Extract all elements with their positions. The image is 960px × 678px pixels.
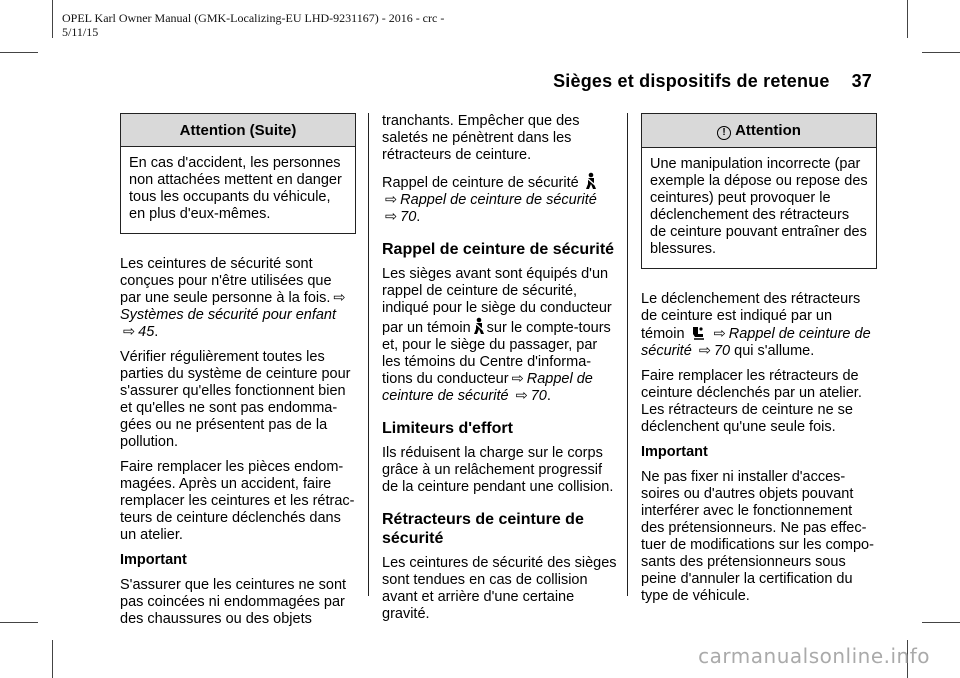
seatbelt-person-icon xyxy=(473,317,485,335)
seat-pretensioner-icon xyxy=(691,325,705,341)
arrow-icon: ⇨ xyxy=(385,192,398,208)
crop-mark xyxy=(0,622,38,623)
important-label: Important xyxy=(120,552,187,568)
page-reference-link[interactable]: 70 xyxy=(530,388,547,404)
paragraph-text: Les ceintures de sécurité sont conçues pour n'être utilisées que par une seule personne à la fois. xyxy=(120,256,332,306)
crop-mark xyxy=(52,0,53,38)
paragraph: Faire remplacer les rétracteurs de ceinture déclenchés par un atelier. Les rétracteurs de ceinture ne se déclenchent qu'une seule fois. xyxy=(641,368,862,435)
arrow-icon: ⇨ xyxy=(123,324,136,340)
paragraph-text: Les sièges avant sont équipés d'un rappel de ceinture de sécurité, indiqué pour le siège du conducteur par un témoin xyxy=(382,266,612,336)
crop-mark xyxy=(922,52,960,53)
cross-reference-link[interactable]: Rappel de ceinture de sécurité xyxy=(400,192,597,208)
print-metadata-line: OPEL Karl Owner Manual (GMK-Localizing-EU LHD-9231167) - 2016 - crc - xyxy=(62,11,445,25)
warning-circle-icon: ! xyxy=(717,126,731,140)
attention-box-body: En cas d'accident, les personnes non attachées mettent en danger tous les occupants du véhicule, en plus d'eux-mêmes. xyxy=(129,155,342,222)
paragraph: Les ceintures de sécurité des sièges sont tendues en cas de collision avant et arrière d'une certaine gravité. xyxy=(382,555,617,622)
print-metadata-date: 5/11/15 xyxy=(62,25,99,39)
cross-reference-link[interactable]: Rappel de ceinture de sécurité xyxy=(641,326,871,359)
running-header xyxy=(553,71,872,92)
attention-box-title: Attention xyxy=(735,122,801,139)
paragraph: Vérifier régulièrement toutes les parties du système de ceinture pour s'assurer qu'elles fonctionnent bien et qu'elles ne sont pas endomma-gées ou ne présentent pas de la pollution. xyxy=(120,349,351,450)
important-text: Ne pas fixer ni installer d'acces-soires ou d'autres objets pouvant interférer avec le fonctionnement des prétensionneurs. Ne pas effec-tuer de modifications sur les compo-sants des prétensionneurs sous peine d'annuler la certification du type de véhicule. xyxy=(641,469,874,604)
crop-mark xyxy=(52,640,53,678)
paragraph-text: Rappel de ceinture de sécurité xyxy=(382,175,579,191)
cross-reference-link[interactable]: Systèmes de sécurité pour enfant xyxy=(120,307,337,323)
crop-mark xyxy=(907,0,908,38)
column-divider xyxy=(368,113,369,596)
paragraph xyxy=(641,291,877,360)
page-reference-link[interactable]: 45 xyxy=(138,324,155,340)
column-1 xyxy=(120,113,356,636)
column-divider xyxy=(627,113,628,596)
paragraph: Ils réduisent la charge sur le corps grâce à un relâchement progressif de la ceinture pendant une collision. xyxy=(382,445,614,495)
arrow-icon: ⇨ xyxy=(511,371,524,387)
arrow-icon: ⇨ xyxy=(713,326,726,342)
watermark-text: carmanualsonline.info xyxy=(698,644,930,668)
page-number: 37 xyxy=(851,71,872,91)
crop-mark xyxy=(0,52,38,53)
attention-box-title: Attention (Suite) xyxy=(121,114,355,147)
attention-box-body: Une manipulation incorrecte (par exemple la dépose ou repose des ceintures) peut provoquer le déclenchement des rétracteurs de ceinture pouvant entraîner des blessures. xyxy=(650,156,868,257)
arrow-icon: ⇨ xyxy=(698,343,711,359)
attention-box xyxy=(641,113,877,269)
paragraph-text: qui s'allume. xyxy=(734,343,815,359)
crop-mark xyxy=(922,622,960,623)
paragraph-text: Le déclenchement des rétracteurs de ceinture est indiqué par un témoin xyxy=(641,291,861,342)
arrow-icon: ⇨ xyxy=(333,290,346,306)
section-heading: Rétracteurs de ceinture de sécurité xyxy=(382,511,584,547)
section-heading: Limiteurs d'effort xyxy=(382,420,513,437)
arrow-icon: ⇨ xyxy=(385,209,398,225)
attention-box xyxy=(120,113,356,234)
print-metadata xyxy=(62,11,582,39)
section-heading: Rappel de ceinture de sécurité xyxy=(382,241,615,258)
cross-reference-link[interactable]: Rappel de ceinture de sécurité xyxy=(382,371,593,404)
important-label: Important xyxy=(641,444,708,460)
paragraph: Les ceintures de sécurité sont conçues pour n'être utilisées que par une seule personne à la fois. ⇨ Systèmes de sécurité pour enfant ⇨ 45. xyxy=(120,256,346,340)
paragraph: Rappel de ceinture de sécurité ⇨ Rappel de ceinture de sécurité ⇨ 70. xyxy=(382,172,618,226)
paragraph: tranchants. Empêcher que des saletés ne pénètrent dans les rétracteurs de ceinture. xyxy=(382,113,580,163)
page-reference-link[interactable]: 70 xyxy=(713,343,731,359)
column-2 xyxy=(382,113,618,631)
important-text: S'assurer que les ceintures ne sont pas coincées ni endommagées par des chaussures ou des objets xyxy=(120,577,347,627)
arrow-icon: ⇨ xyxy=(515,388,528,404)
page-reference-link[interactable]: 70 xyxy=(400,209,417,225)
attention-box-header xyxy=(642,114,876,148)
paragraph: Les sièges avant sont équipés d'un rappel de ceinture de sécurité, indiqué pour le siège du conducteur par un témoin sur le compte-tours et, pour le siège du passager, par les témoins du Centre d'informa-tions du conducteur ⇨ Rappel de ceinture de sécurité ⇨ 70. xyxy=(382,266,612,404)
paragraph: Faire remplacer les pièces endom-magées. Après un accident, faire remplacer les ceintures et les rétrac-teurs de ceinture déclenchés dans un atelier. xyxy=(120,459,355,543)
column-3 xyxy=(641,113,877,613)
section-title: Sièges et dispositifs de retenue xyxy=(553,71,830,91)
seatbelt-person-icon xyxy=(585,172,597,190)
paragraph-text: sur le compte-tours et, pour le siège du passager, par les témoins du Centre d'informa-tions du conducteur xyxy=(382,320,611,387)
